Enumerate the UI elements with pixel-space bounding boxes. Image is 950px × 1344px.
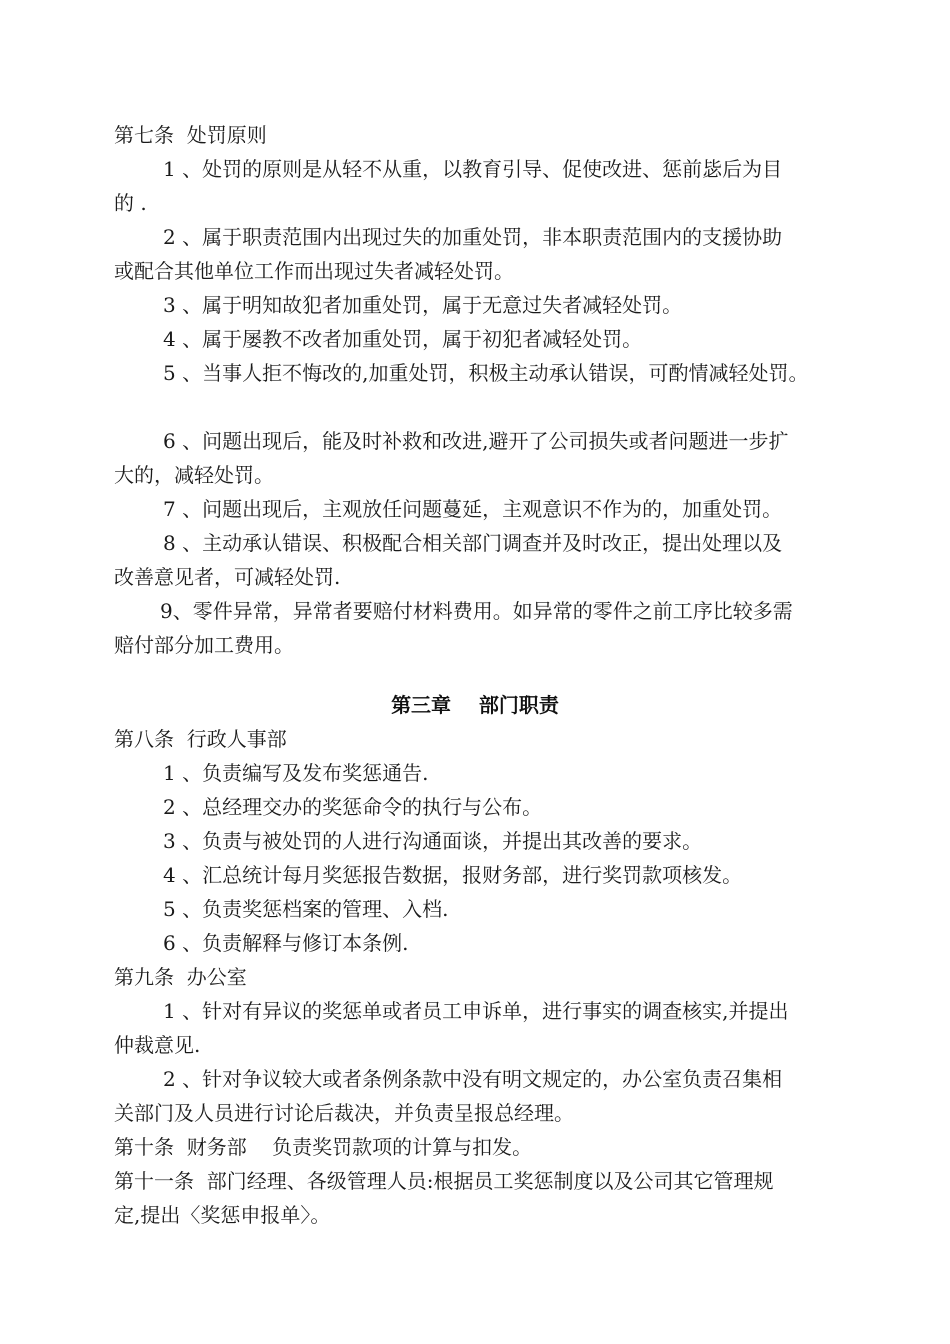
- article-7-title: 第七条 处罚原则: [114, 123, 267, 147]
- article-7-item-6-cont: 大的，减轻处罚。: [114, 463, 274, 487]
- article-8-item-4: 4 、汇总统计每月奖惩报告数据，报财务部，进行奖罚款项核发。: [163, 863, 743, 887]
- article-7-item-8: 8 、主动承认错误、积极配合相关部门调查并及时改正，提出处理以及: [163, 531, 783, 555]
- article-9-title: 第九条 办公室: [114, 965, 247, 989]
- article-7-item-1: 1 、处罚的原则是从轻不从重，以教育引导、促使改进、惩前毖后为目: [163, 157, 783, 181]
- article-7-item-5: 5 、当事人拒不悔改的,加重处罚，积极主动承认错误，可酌情减轻处罚。: [163, 361, 809, 385]
- article-9-item-2: 2 、针对争议较大或者条例条款中没有明文规定的，办公室负责召集相: [163, 1067, 783, 1091]
- article-8-item-3: 3 、负责与被处罚的人进行沟通面谈，并提出其改善的要求。: [163, 829, 703, 853]
- article-9-item-1-cont: 仲裁意见.: [114, 1033, 201, 1057]
- article-11-cont: 定,提出〈奖惩申报单〉。: [114, 1203, 331, 1227]
- article-8-title: 第八条 行政人事部: [114, 727, 287, 751]
- article-7-item-3: 3 、属于明知故犯者加重处罚，属于无意过失者减轻处罚。: [163, 293, 683, 317]
- article-8-item-1: 1 、负责编写及发布奖惩通告.: [163, 761, 429, 785]
- article-7-item-8-cont: 改善意见者，可减轻处罚.: [114, 565, 341, 589]
- article-10: 第十条 财务部 负责奖罚款项的计算与扣发。: [114, 1135, 533, 1159]
- article-7-item-9: 9、零件异常，异常者要赔付材料费用。如异常的零件之前工序比较多需: [160, 599, 793, 623]
- article-7-item-4: 4 、属于屡教不改者加重处罚，属于初犯者减轻处罚。: [163, 327, 643, 351]
- article-7-item-2-cont: 或配合其他单位工作而出现过失者减轻处罚。: [114, 259, 514, 283]
- article-8-item-5: 5 、负责奖惩档案的管理、入档.: [163, 897, 449, 921]
- article-8-item-2: 2 、总经理交办的奖惩命令的执行与公布。: [163, 795, 543, 819]
- article-8-item-6: 6 、负责解释与修订本条例.: [163, 931, 409, 955]
- article-7-item-6: 6 、问题出现后，能及时补救和改进,避开了公司损失或者问题进一步扩: [163, 429, 789, 453]
- article-7-item-7: 7 、问题出现后，主观放任问题蔓延，主观意识不作为的，加重处罚。: [163, 497, 783, 521]
- article-9-item-2-cont: 关部门及人员进行讨论后裁决，并负责呈报总经理。: [114, 1101, 574, 1125]
- article-7-item-9-cont: 赔付部分加工费用。: [114, 633, 294, 657]
- article-9-item-1: 1 、针对有异议的奖惩单或者员工申诉单，进行事实的调查核实,并提出: [163, 999, 789, 1023]
- article-7-item-2: 2 、属于职责范围内出现过失的加重处罚，非本职责范围内的支援协助: [163, 225, 783, 249]
- article-7-item-1-cont: 的 .: [114, 191, 147, 215]
- article-11: 第十一条 部门经理、各级管理人员:根据员工奖惩制度以及公司其它管理规: [114, 1169, 774, 1193]
- chapter-3-heading: 第三章 部门职责: [391, 693, 559, 717]
